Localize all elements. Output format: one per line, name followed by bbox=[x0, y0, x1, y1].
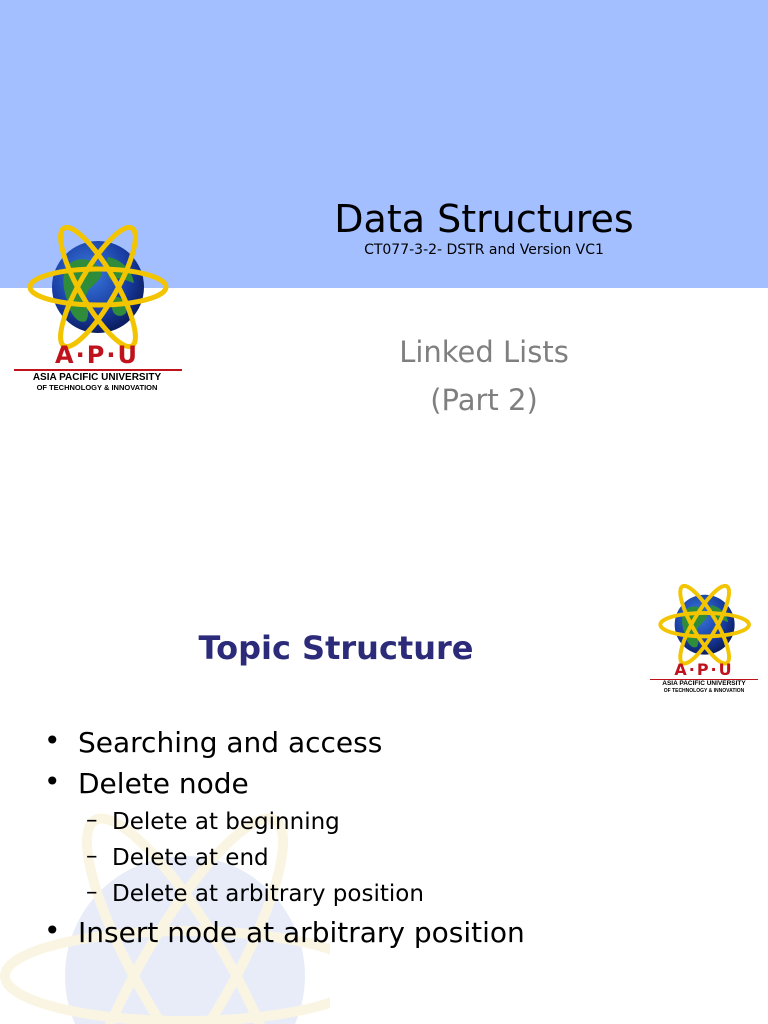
content-slide bbox=[0, 576, 768, 1024]
topic-line-2: (Part 2) bbox=[430, 383, 538, 417]
logo-name-line1: ASIA PACIFIC UNIVERSITY bbox=[32, 372, 162, 383]
bullet-item bbox=[44, 912, 525, 953]
sub-bullet-item: – Delete at beginning bbox=[78, 804, 525, 840]
bullet-item bbox=[44, 722, 525, 763]
logo-divider bbox=[14, 369, 182, 371]
logo-acronym: A·P·U bbox=[55, 341, 139, 369]
topic-bullet-list bbox=[44, 722, 525, 953]
slide-title: Data Structures bbox=[334, 197, 634, 241]
sub-bullet-item: – Delete at end bbox=[78, 840, 525, 876]
apu-logo bbox=[8, 225, 186, 395]
logo-name-line2-small: OF TECHNOLOGY & INNOVATION bbox=[663, 688, 745, 694]
sub-bullet-list bbox=[78, 804, 525, 912]
slide-subtitle: CT077-3-2- DSTR and Version VC1 bbox=[364, 242, 604, 258]
logo-name-line1-small: ASIA PACIFIC UNIVERSITY bbox=[662, 680, 746, 687]
topic-line-1: Linked Lists bbox=[399, 335, 569, 369]
bullet-text: Delete node bbox=[78, 767, 249, 800]
globe-atom-icon bbox=[8, 225, 186, 350]
sub-bullet-item: – Delete at arbitrary position bbox=[78, 876, 525, 912]
bullet-text: Searching and access bbox=[78, 726, 383, 759]
slide-title: Topic Structure bbox=[198, 629, 474, 667]
logo-acronym-small: A·P·U bbox=[674, 660, 734, 679]
logo-name-line2: OF TECHNOLOGY & INNOVATION bbox=[36, 383, 158, 392]
bullet-text: Insert node at arbitrary position bbox=[78, 916, 525, 949]
bullet-item bbox=[44, 763, 525, 912]
